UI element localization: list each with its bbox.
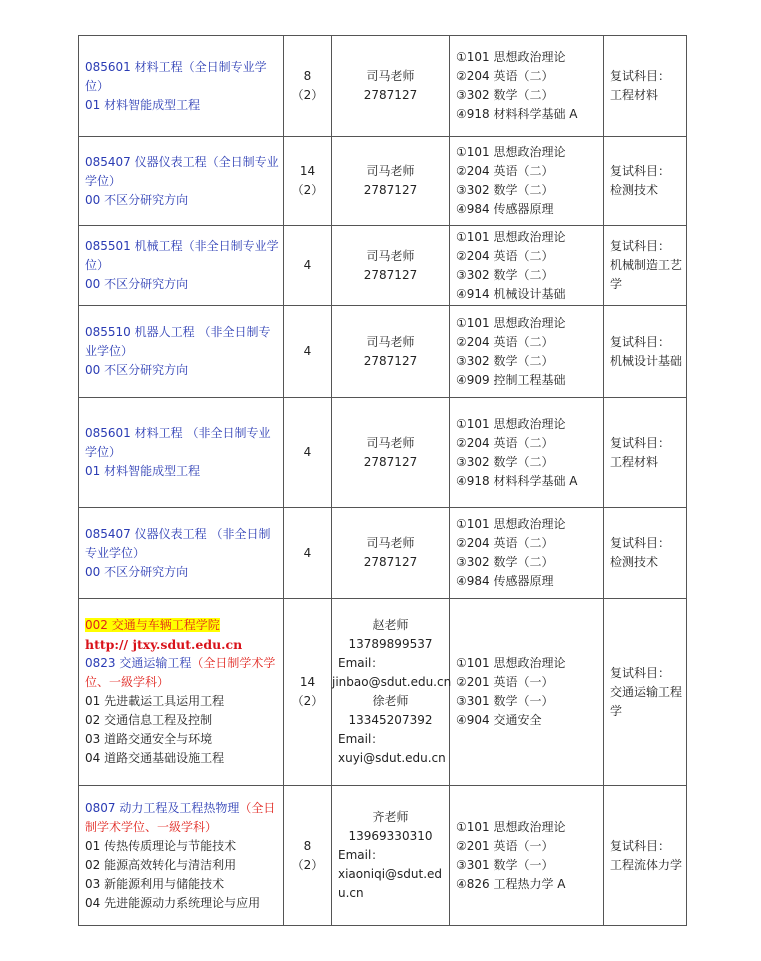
exam-subject: ③302 数学（二） bbox=[456, 267, 554, 282]
enroll-count: 14 bbox=[299, 675, 316, 689]
contact-phone: 13789899537 bbox=[348, 637, 433, 651]
exam-subject: ④826 工程热力学 A bbox=[456, 876, 566, 891]
retest-cell bbox=[604, 36, 687, 137]
exam-subject: ②204 英语（二） bbox=[456, 536, 554, 550]
exam-subject: ③302 数学（二） bbox=[456, 454, 554, 469]
contact-name: 赵老师 bbox=[372, 618, 409, 632]
exam-subject: ③302 数学（二） bbox=[456, 88, 554, 102]
retest-label: 复试科目： bbox=[610, 838, 671, 853]
exam-subject: ③302 数学（二） bbox=[456, 555, 554, 569]
program-name: 0807 动力工程及工程热物理 bbox=[85, 800, 240, 815]
retest-subject: 检测技术 bbox=[610, 555, 659, 569]
table-row bbox=[79, 398, 687, 508]
contact-phone: 2787127 bbox=[363, 353, 418, 368]
research-direction: 01 传热传质理论与节能技术 bbox=[85, 838, 237, 853]
exam-subject: ①101 思想政治理论 bbox=[456, 145, 566, 159]
program-cell bbox=[79, 36, 284, 137]
research-direction: 02 交通信息工程及控制 bbox=[85, 713, 213, 727]
contact-cell bbox=[332, 226, 450, 306]
exam-subject: ①101 思想政治理论 bbox=[456, 819, 566, 834]
contact-email[interactable]: jinbao@sdut.edu.cn bbox=[332, 675, 452, 689]
table-row bbox=[79, 599, 687, 786]
exam-subject: ④918 材料科学基础 A bbox=[456, 473, 578, 488]
table-row bbox=[79, 226, 687, 306]
retest-subject: 交通运输工程学 bbox=[610, 684, 683, 718]
exam-subject: ②204 英语（二） bbox=[456, 248, 554, 263]
program-cell bbox=[79, 508, 284, 599]
program-name: 085407 仪器仪表工程 （非全日制专业学位） bbox=[85, 526, 271, 560]
retest-subject: 机械设计基础 bbox=[610, 353, 683, 368]
program-name: 085601 材料工程 （非全日制专业学位） bbox=[85, 426, 271, 459]
enroll-cell bbox=[284, 306, 332, 398]
retest-subject: 工程流体力学 bbox=[610, 857, 683, 872]
table-row bbox=[79, 306, 687, 398]
exam-subject: ②204 英语（二） bbox=[456, 435, 554, 450]
retest-cell bbox=[604, 786, 687, 926]
exam-subject: ②204 英语（二） bbox=[456, 69, 554, 83]
retest-cell bbox=[604, 306, 687, 398]
contact-email[interactable]: xiaoniqi@sdut.edu.cn bbox=[338, 867, 443, 900]
table-row bbox=[79, 508, 687, 599]
program-name: 0823 交通运输工程 bbox=[85, 656, 192, 670]
contact-name: 司马老师 bbox=[366, 164, 415, 178]
program-cell bbox=[79, 226, 284, 306]
contact-name: 司马老师 bbox=[366, 435, 415, 450]
email-label: Email： bbox=[338, 848, 384, 862]
exam-subject: ④984 传感器原理 bbox=[456, 574, 554, 588]
exempt-count: （2） bbox=[291, 88, 324, 102]
enroll-count: 4 bbox=[303, 445, 312, 459]
exam-subject: ②204 英语（二） bbox=[456, 334, 554, 349]
retest-label: 复试科目： bbox=[610, 239, 671, 253]
exam-subjects-cell bbox=[450, 36, 604, 137]
enroll-cell bbox=[284, 226, 332, 306]
retest-cell bbox=[604, 398, 687, 508]
program-name: 085601 材料工程（全日制专业学位） bbox=[85, 59, 267, 93]
contact-cell bbox=[332, 306, 450, 398]
research-direction: 01 先进載运工具运用工程 bbox=[85, 694, 225, 708]
program-name: 085501 机械工程（非全日制专业学位） bbox=[85, 239, 279, 272]
enroll-cell bbox=[284, 786, 332, 926]
enroll-count: 14 bbox=[299, 164, 316, 178]
enroll-count: 4 bbox=[303, 344, 312, 358]
retest-cell bbox=[604, 508, 687, 599]
program-type: （全日制学术学位、一級学科） bbox=[85, 656, 276, 689]
contact-cell bbox=[332, 398, 450, 508]
enroll-cell bbox=[284, 137, 332, 226]
exam-subjects-cell bbox=[450, 137, 604, 226]
contact-name: 司马老师 bbox=[366, 334, 415, 349]
research-direction: 00 不区分研究方向 bbox=[85, 564, 189, 579]
enroll-count: 8 bbox=[303, 838, 312, 853]
admissions-table bbox=[78, 35, 687, 926]
retest-subject: 检测技术 bbox=[610, 183, 659, 197]
exam-subject: ①101 思想政治理论 bbox=[456, 416, 566, 431]
enroll-cell bbox=[284, 599, 332, 786]
exam-subject: ④984 传感器原理 bbox=[456, 202, 554, 216]
table-row bbox=[79, 786, 687, 926]
program-cell bbox=[79, 306, 284, 398]
table-row bbox=[79, 137, 687, 226]
exam-subject: ②204 英语（二） bbox=[456, 164, 554, 178]
exam-subject: ③301 数学（一） bbox=[456, 694, 554, 708]
contact-phone: 2787127 bbox=[363, 183, 418, 197]
program-cell bbox=[79, 398, 284, 508]
exam-subjects-cell bbox=[450, 786, 604, 926]
exam-subject: ③302 数学（二） bbox=[456, 353, 554, 368]
enroll-cell bbox=[284, 398, 332, 508]
contact-phone: 2787127 bbox=[363, 454, 418, 469]
program-name: 085510 机器人工程 （非全日制专业学位） bbox=[85, 325, 271, 358]
exempt-count: （2） bbox=[291, 694, 324, 708]
contact-phone: 13345207392 bbox=[348, 713, 433, 727]
retest-subject: 工程材料 bbox=[610, 454, 659, 469]
exam-subject: ①101 思想政治理论 bbox=[456, 50, 566, 64]
contact-name: 司马老师 bbox=[366, 248, 415, 263]
contact-phone: 2787127 bbox=[363, 267, 418, 282]
exam-subject: ④904 交通安全 bbox=[456, 713, 542, 727]
contact-phone: 2787127 bbox=[363, 555, 418, 569]
retest-label: 复试科目： bbox=[610, 435, 671, 450]
contact-phone: 2787127 bbox=[363, 88, 418, 102]
research-direction: 00 不区分研究方向 bbox=[85, 192, 189, 207]
research-direction: 03 新能源利用与储能技术 bbox=[85, 876, 225, 891]
exam-subject: ①101 思想政治理论 bbox=[456, 229, 566, 244]
contact-name: 徐老师 bbox=[372, 694, 409, 708]
contact-phone: 13969330310 bbox=[348, 829, 433, 843]
research-direction: 04 先进能源动力系统理论与应用 bbox=[85, 895, 261, 910]
program-cell bbox=[79, 599, 284, 786]
enroll-count: 4 bbox=[303, 545, 312, 560]
exam-subjects-cell bbox=[450, 599, 604, 786]
research-direction: 04 道路交通基础设施工程 bbox=[85, 751, 225, 765]
program-cell bbox=[79, 786, 284, 926]
retest-label: 复试科目： bbox=[610, 536, 671, 550]
exam-subject: ③302 数学（二） bbox=[456, 183, 554, 197]
contact-cell bbox=[332, 36, 450, 137]
retest-label: 复试科目： bbox=[610, 69, 671, 83]
college-name: 002 交通与车辆工程学院 bbox=[85, 618, 220, 632]
research-direction: 01 材料智能成型工程 bbox=[85, 97, 201, 112]
enroll-cell bbox=[284, 36, 332, 137]
program-name: 085407 仪器仪表工程（全日制专业学位） bbox=[85, 154, 279, 188]
exam-subject: ④909 控制工程基础 bbox=[456, 372, 566, 387]
contact-name: 齐老师 bbox=[372, 810, 409, 824]
exam-subject: ①101 思想政治理论 bbox=[456, 517, 566, 531]
contact-cell bbox=[332, 137, 450, 226]
research-direction: 03 道路交通安全与环境 bbox=[85, 732, 213, 746]
contact-cell bbox=[332, 786, 450, 926]
exam-subjects-cell bbox=[450, 306, 604, 398]
retest-label: 复试科目： bbox=[610, 665, 671, 680]
exam-subject: ①101 思想政治理论 bbox=[456, 315, 566, 330]
enroll-count: 4 bbox=[303, 258, 312, 272]
exam-subjects-cell bbox=[450, 226, 604, 306]
retest-cell bbox=[604, 226, 687, 306]
enroll-count: 8 bbox=[303, 69, 312, 83]
program-cell bbox=[79, 137, 284, 226]
exam-subject: ④914 机械设计基础 bbox=[456, 286, 566, 301]
exempt-count: （2） bbox=[291, 857, 324, 872]
exam-subject: ①101 思想政治理论 bbox=[456, 656, 566, 670]
exam-subject: ③301 数学（一） bbox=[456, 857, 554, 872]
enroll-cell bbox=[284, 508, 332, 599]
table-row bbox=[79, 36, 687, 137]
contact-name: 司马老师 bbox=[366, 536, 415, 550]
exam-subjects-cell bbox=[450, 508, 604, 599]
retest-subject: 工程材料 bbox=[610, 88, 659, 102]
exempt-count: （2） bbox=[291, 183, 324, 197]
contact-email[interactable]: xuyi@sdut.edu.cn bbox=[338, 751, 446, 765]
contact-cell bbox=[332, 599, 450, 786]
retest-label: 复试科目： bbox=[610, 334, 671, 349]
exam-subject: ②201 英语（一） bbox=[456, 675, 554, 689]
research-direction: 00 不区分研究方向 bbox=[85, 363, 189, 377]
retest-cell bbox=[604, 137, 687, 226]
retest-subject: 机械制造工艺学 bbox=[610, 258, 683, 291]
exam-subjects-cell bbox=[450, 398, 604, 508]
research-direction: 02 能源高效转化与清洁利用 bbox=[85, 857, 237, 872]
exam-subject: ④918 材料科学基础 A bbox=[456, 107, 578, 121]
program-type: （全日制学术学位、一級学科） bbox=[85, 800, 276, 834]
contact-name: 司马老师 bbox=[366, 69, 415, 83]
email-label: Email： bbox=[338, 732, 384, 746]
exam-subject: ②201 英语（一） bbox=[456, 838, 554, 853]
contact-cell bbox=[332, 508, 450, 599]
email-label: Email： bbox=[338, 656, 384, 670]
retest-cell bbox=[604, 599, 687, 786]
retest-label: 复试科目： bbox=[610, 164, 671, 178]
college-url[interactable]: http:// jtxy.sdut.edu.cn bbox=[85, 637, 243, 652]
research-direction: 01 材料智能成型工程 bbox=[85, 464, 201, 478]
research-direction: 00 不区分研究方向 bbox=[85, 277, 189, 291]
